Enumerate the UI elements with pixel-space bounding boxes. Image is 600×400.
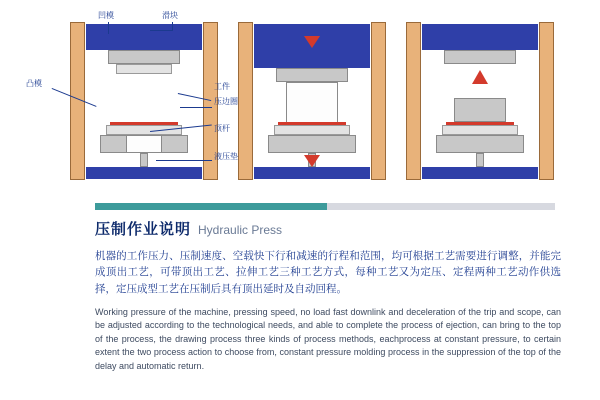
ejector-rod <box>140 153 148 167</box>
leader-slider <box>172 22 173 30</box>
upper-die <box>444 50 516 64</box>
paragraph-cn: 机器的工作压力、压制速度、空载快下行和减速的行程和范围，均可根据工艺需要进行调整，并能完成顶出工艺，可带顶出工艺、拉伸工艺三种工艺方式，每种工艺又为定压、定程两种工艺动作供选择，定压成型工艺在压制后具有顶出延时及自动回程。 <box>95 250 561 295</box>
callout-hydraulic-cushion: 液压垫 <box>214 152 238 161</box>
leader-slider-2 <box>150 30 173 31</box>
blank-holder <box>442 125 518 135</box>
section-title-cn: 压制作业说明 <box>95 220 192 238</box>
diagram-panel-3 <box>406 22 554 180</box>
upper-die <box>276 68 348 82</box>
down-arrow-icon <box>304 155 320 167</box>
diagram-panel-2 <box>238 22 386 180</box>
blank-holder <box>106 125 182 135</box>
callout-blank-holder: 压边圈 <box>214 97 238 106</box>
ejector-rod <box>476 153 484 167</box>
callout-die-upper: 凹模 <box>98 11 114 20</box>
callout-slider: 滑块 <box>162 11 178 20</box>
lower-die <box>268 135 356 153</box>
upper-die-insert <box>116 64 172 74</box>
leader-blank-holder <box>180 107 212 108</box>
slider-block <box>86 24 202 50</box>
down-arrow-icon <box>304 36 320 48</box>
ejected-part <box>454 98 506 122</box>
callout-workpiece: 工件 <box>214 82 230 91</box>
divider-accent <box>95 203 327 210</box>
leader-die-upper <box>108 22 109 34</box>
hydraulic-cushion <box>422 167 538 179</box>
diagram-panel-1 <box>70 22 218 180</box>
lower-die-cavity <box>126 135 162 153</box>
section-title <box>95 218 561 239</box>
lower-die <box>436 135 524 153</box>
callout-ejector-rod: 顶杆 <box>214 124 230 133</box>
section-content <box>95 218 561 373</box>
formed-part <box>286 82 338 124</box>
section-title-en: Hydraulic Press <box>198 223 283 237</box>
upper-die <box>108 50 180 64</box>
blank-holder <box>274 125 350 135</box>
up-arrow-icon <box>472 70 488 84</box>
paragraph-en: Working pressure of the machine, pressing speed, no load fast downlink and deceleration of the trip and scope, can be adjusted according to the technological needs, and able to complete the process of ejection, can bring to the top of the process, the drawing process three kinds of process methods, eachprocess at constant pressure, to certain extent the two process action to choose from, constant pressure molding process in the suppression of the top of the delay and automatic return. <box>95 306 561 371</box>
slider-block <box>422 24 538 50</box>
callout-die-lower: 凸模 <box>26 79 42 88</box>
hydraulic-cushion <box>86 167 202 179</box>
leader-hydraulic-cushion <box>156 160 212 161</box>
hydraulic-cushion <box>254 167 370 179</box>
